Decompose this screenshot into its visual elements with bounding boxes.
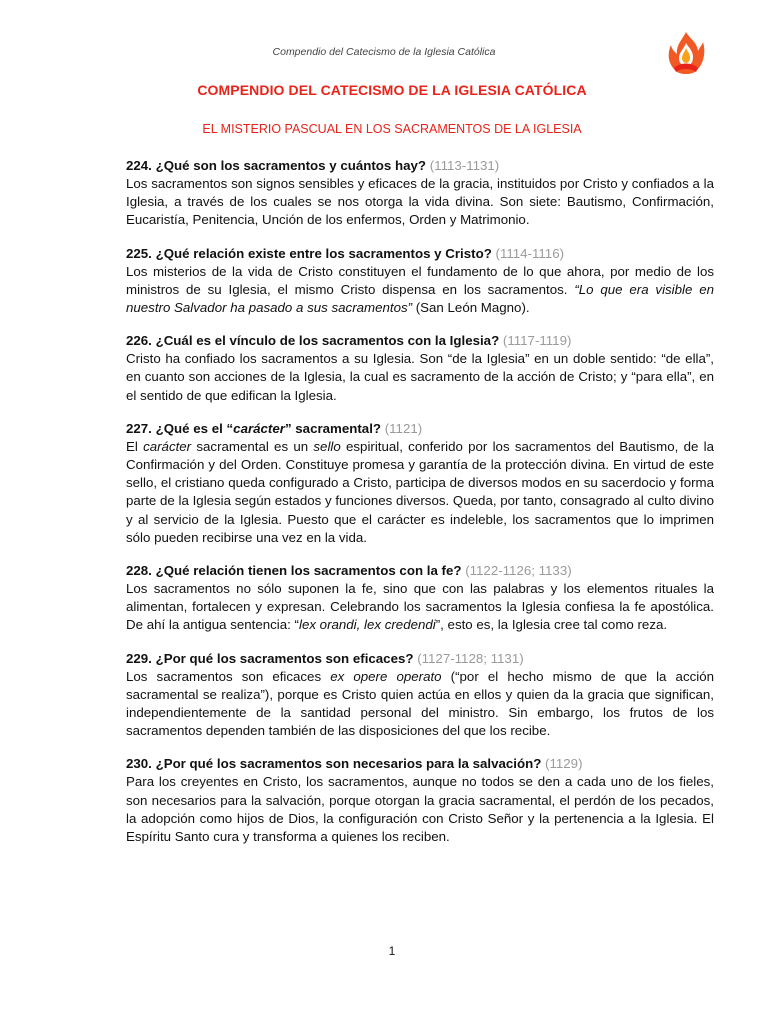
qa-block <box>126 245 714 318</box>
answer-text: (San León Magno). <box>412 300 530 316</box>
answer-paragraph <box>126 350 714 405</box>
question-text: 227. ¿Qué es el “ <box>126 420 234 436</box>
question-heading <box>126 650 714 668</box>
running-header: Compendio del Catecismo de la Iglesia Católica <box>272 46 496 58</box>
question-heading <box>126 245 714 263</box>
flame-logo-icon <box>666 30 706 78</box>
catechism-reference: (1113-1131) <box>429 158 500 173</box>
answer-paragraph <box>126 438 714 547</box>
question-heading <box>126 755 714 773</box>
qa-block <box>126 420 714 547</box>
qa-block <box>126 562 714 635</box>
answer-text: Los sacramentos son eficaces <box>126 668 331 684</box>
answer-italic-text: carácter <box>143 438 192 454</box>
answer-italic-text: ex opere operato <box>330 668 442 684</box>
question-heading <box>126 420 714 438</box>
answer-text: Los sacramentos son signos sensibles y eficaces de la gracia, instituidos por Cristo y confiados a la Iglesia, a través de los cuales se nos otorga la vida divina. Son siete: Bautismo, Confirmación, Eucaristía, Penitencia, Unción de los enfermos, Orden y Matrimonio. <box>126 176 714 228</box>
question-text: 230. ¿Por qué los sacramentos son necesarios para la salvación? <box>126 756 542 772</box>
question-heading <box>126 332 714 350</box>
qa-block <box>126 332 714 405</box>
answer-text: (“por el hecho mismo de que la acción sacramental se realiza”), porque es Cristo quien actúa en ellos y quien da la gracia que significan, independientemente de la santidad personal del ministro. Sin embargo, los frutos de los sacramentos dependen también de las disposiciones del que los recibe. <box>126 668 714 739</box>
answer-text: Para los creyentes en Cristo, los sacramentos, aunque no todos se den a cada uno de los fieles, son necesarios para la salvación, porque otorgan la gracia sacramental, el perdón de los pecados, la adopción como hijos de Dios, la configuración con Cristo Señor y la pertenencia a la Iglesia. El Espíritu Santo cura y transforma a quienes los reciben. <box>126 774 714 845</box>
section-title: EL MISTERIO PASCUAL EN LOS SACRAMENTOS DE LA IGLESIA <box>202 122 582 136</box>
question-text: 229. ¿Por qué los sacramentos son eficaces? <box>126 650 414 666</box>
qa-block <box>126 650 714 741</box>
answer-text: sacramental es un <box>191 438 314 454</box>
question-text: 226. ¿Cuál es el vínculo de los sacramentos con la Iglesia? <box>126 333 500 349</box>
catechism-reference: (1117-1119) <box>502 333 572 349</box>
catechism-reference: (1122-1126; 1133) <box>465 563 572 579</box>
question-text: carácter <box>233 420 285 436</box>
page-number: 1 <box>388 944 396 958</box>
answer-italic-text: lex orandi, lex credendi <box>298 617 436 633</box>
answer-paragraph <box>126 580 714 635</box>
question-text: 225. ¿Qué relación existe entre los sacramentos y Cristo? <box>126 245 492 261</box>
question-text: ” sacramental? <box>284 420 382 436</box>
answer-paragraph <box>126 263 714 318</box>
answer-text: Los misterios de la vida de Cristo constituyen el fundamento de lo que ahora, por medio de los ministros de su Iglesia, el mismo Cristo dispensa en los sacramentos. <box>126 263 714 297</box>
answer-italic-text: sello <box>313 438 341 454</box>
answer-paragraph <box>126 773 714 846</box>
question-text: 228. ¿Qué relación tienen los sacramentos con la fe? <box>126 563 462 579</box>
answer-text: espiritual, conferido por los sacramentos del Bautismo, de la Confirmación y del Orden. Constituye promesa y garantía de la protección divina. En virtud de este sello, el cristiano queda configurado a Cristo, participa de diversos modos en su sacerdocio y forma parte de la Iglesia según estados y funciones diversos. Queda, por tanto, consagrado al culto divino y al servicio de la Iglesia. Puesto que el carácter es indeleble, los sacramentos que lo imprimen sólo pueden recibirse una vez en la vida. <box>126 438 714 545</box>
answer-text: El <box>126 438 144 454</box>
answer-text: Los sacramentos no sólo suponen la fe, sino que con las palabras y los elementos rituales la alimentan, fortalecen y expresan. Celebrando los sacramentos la Iglesia confiesa la fe apostólica. De ahí la antigua sentencia: “ <box>126 581 714 633</box>
answer-text: Cristo ha confiado los sacramentos a su Iglesia. Son “de la Iglesia” en un doble sentido: “de ella”, en cuanto son acciones de la Iglesia, la cual es sacramento de la acción de Cristo; y “para ella”, en el sentido de que edifican la Iglesia. <box>126 351 714 403</box>
catechism-reference: (1121) <box>384 420 423 436</box>
answer-paragraph <box>126 668 714 741</box>
answer-text: ”, esto es, la Iglesia cree tal como reza. <box>435 617 668 633</box>
document-title: COMPENDIO DEL CATECISMO DE LA IGLESIA CATÓLICA <box>197 82 587 98</box>
qa-block <box>126 157 714 230</box>
answer-italic-text: “Lo que era visible en nuestro Salvador ha pasado a sus sacramentos” <box>126 281 714 316</box>
question-text: 224. ¿Qué son los sacramentos y cuántos hay? <box>126 158 427 173</box>
question-list <box>126 157 714 861</box>
question-heading <box>126 562 714 580</box>
catechism-reference: (1129) <box>545 756 583 772</box>
question-heading <box>126 157 714 175</box>
catechism-reference: (1114-1116) <box>495 245 565 261</box>
catechism-reference: (1127-1128; 1131) <box>417 650 524 666</box>
qa-block <box>126 755 714 846</box>
answer-paragraph <box>126 175 714 230</box>
